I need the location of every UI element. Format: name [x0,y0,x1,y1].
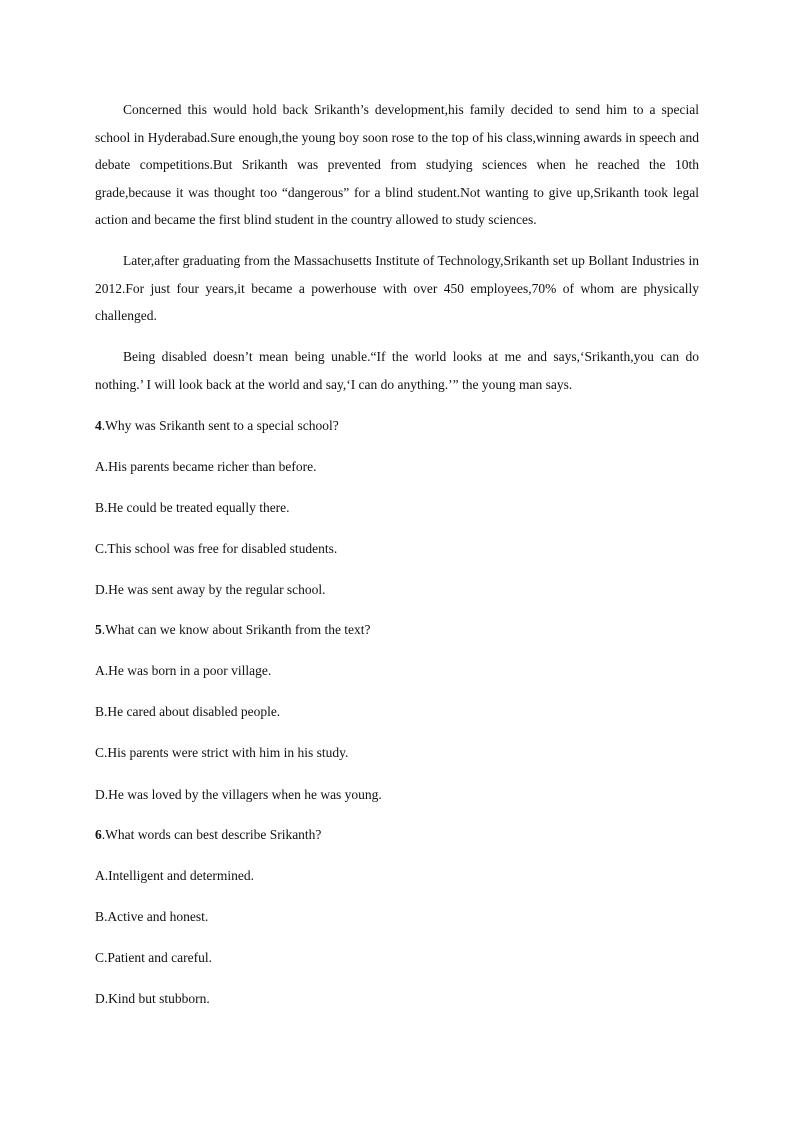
question-number: 4 [95,418,102,433]
option-6b: B.Active and honest. [95,909,209,924]
option-6d: D.Kind but stubborn. [95,991,210,1006]
question-text: .Why was Srikanth sent to a special school? [101,418,339,433]
option-4b: B.He could be treated equally there. [95,500,290,515]
question-number: 5 [95,622,102,637]
option-4c: C.This school was free for disabled students. [95,541,338,556]
passage-paragraph-3: Being disabled doesn’t mean being unable.“If the world looks at me and says,‘Srikanth,you can do nothing.’ I will look back at the world and say,‘I can do anything.’” the young man says. [95,349,699,392]
question-text: .What can we know about Srikanth from the text? [101,622,371,637]
option-4a: A.His parents became richer than before. [95,459,317,474]
question-5 [95,621,371,639]
question-6 [95,826,321,844]
passage-paragraph-1: Concerned this would hold back Srikanth’s development,his family decided to send him to a special school in Hyderabad.Sure enough,the young boy soon rose to the top of his class,winning awards in speech and debate competitions.But Srikanth was prevented from studying sciences when he reached the 10th grade,because it was thought too “dangerous” for a blind student.Not wanting to give up,Srikanth took legal action and became the first blind student in the country allowed to study sciences. [95,102,699,227]
question-text: .What words can best describe Srikanth? [101,827,322,842]
question-4 [95,417,339,435]
option-5d: D.He was loved by the villagers when he was young. [95,787,382,802]
option-4d: D.He was sent away by the regular school. [95,582,326,597]
option-6a: A.Intelligent and determined. [95,868,254,883]
option-6c: C.Patient and careful. [95,950,212,965]
passage-paragraph-2: Later,after graduating from the Massachusetts Institute of Technology,Srikanth set up Bollant Industries in 2012.For just four years,it became a powerhouse with over 450 employees,70% of whom are physically challenged. [95,253,699,323]
option-5b: B.He cared about disabled people. [95,704,281,719]
option-5a: A.He was born in a poor village. [95,663,272,678]
option-5c: C.His parents were strict with him in his study. [95,745,349,760]
question-number: 6 [95,827,102,842]
